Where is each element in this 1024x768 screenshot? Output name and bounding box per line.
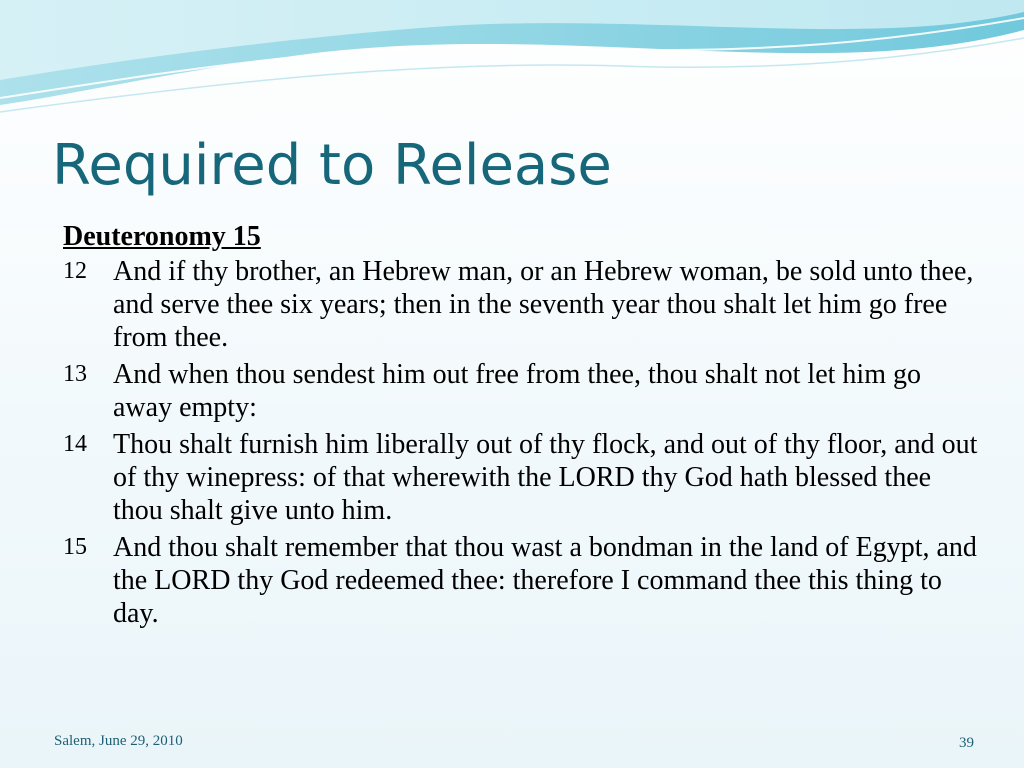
verse-number: 14 — [63, 431, 87, 457]
verse-item — [63, 358, 983, 424]
wave-header-decoration — [0, 0, 1024, 120]
verse-item — [63, 255, 983, 354]
footer-date: Salem, June 29, 2010 — [54, 733, 183, 749]
slide-body — [63, 220, 983, 634]
verse-number: 12 — [63, 258, 87, 284]
slide-title: Required to Release — [52, 133, 612, 198]
verse-item — [63, 428, 983, 527]
verse-text: And when thou sendest him out free from thee, thou shalt not let him go away empty: — [113, 359, 921, 423]
verse-number: 13 — [63, 361, 87, 387]
verse-item — [63, 531, 983, 630]
page-number: 39 — [959, 735, 974, 751]
verse-text: And if thy brother, an Hebrew man, or an Hebrew woman, be sold unto thee, and serve thee six years; then in the seventh year thou shalt let him go free from thee. — [113, 256, 974, 353]
verse-text: Thou shalt furnish him liberally out of thy flock, and out of thy floor, and out of thy winepress: of that wherewith the LORD thy God hath blessed thee thou shalt give unto him. — [113, 429, 978, 526]
verse-text: And thou shalt remember that thou wast a bondman in the land of Egypt, and the LORD thy God redeemed thee: therefore I command thee this thing to day. — [113, 532, 977, 629]
verse-number: 15 — [63, 534, 87, 560]
scripture-heading: Deuteronomy 15 — [63, 221, 261, 252]
